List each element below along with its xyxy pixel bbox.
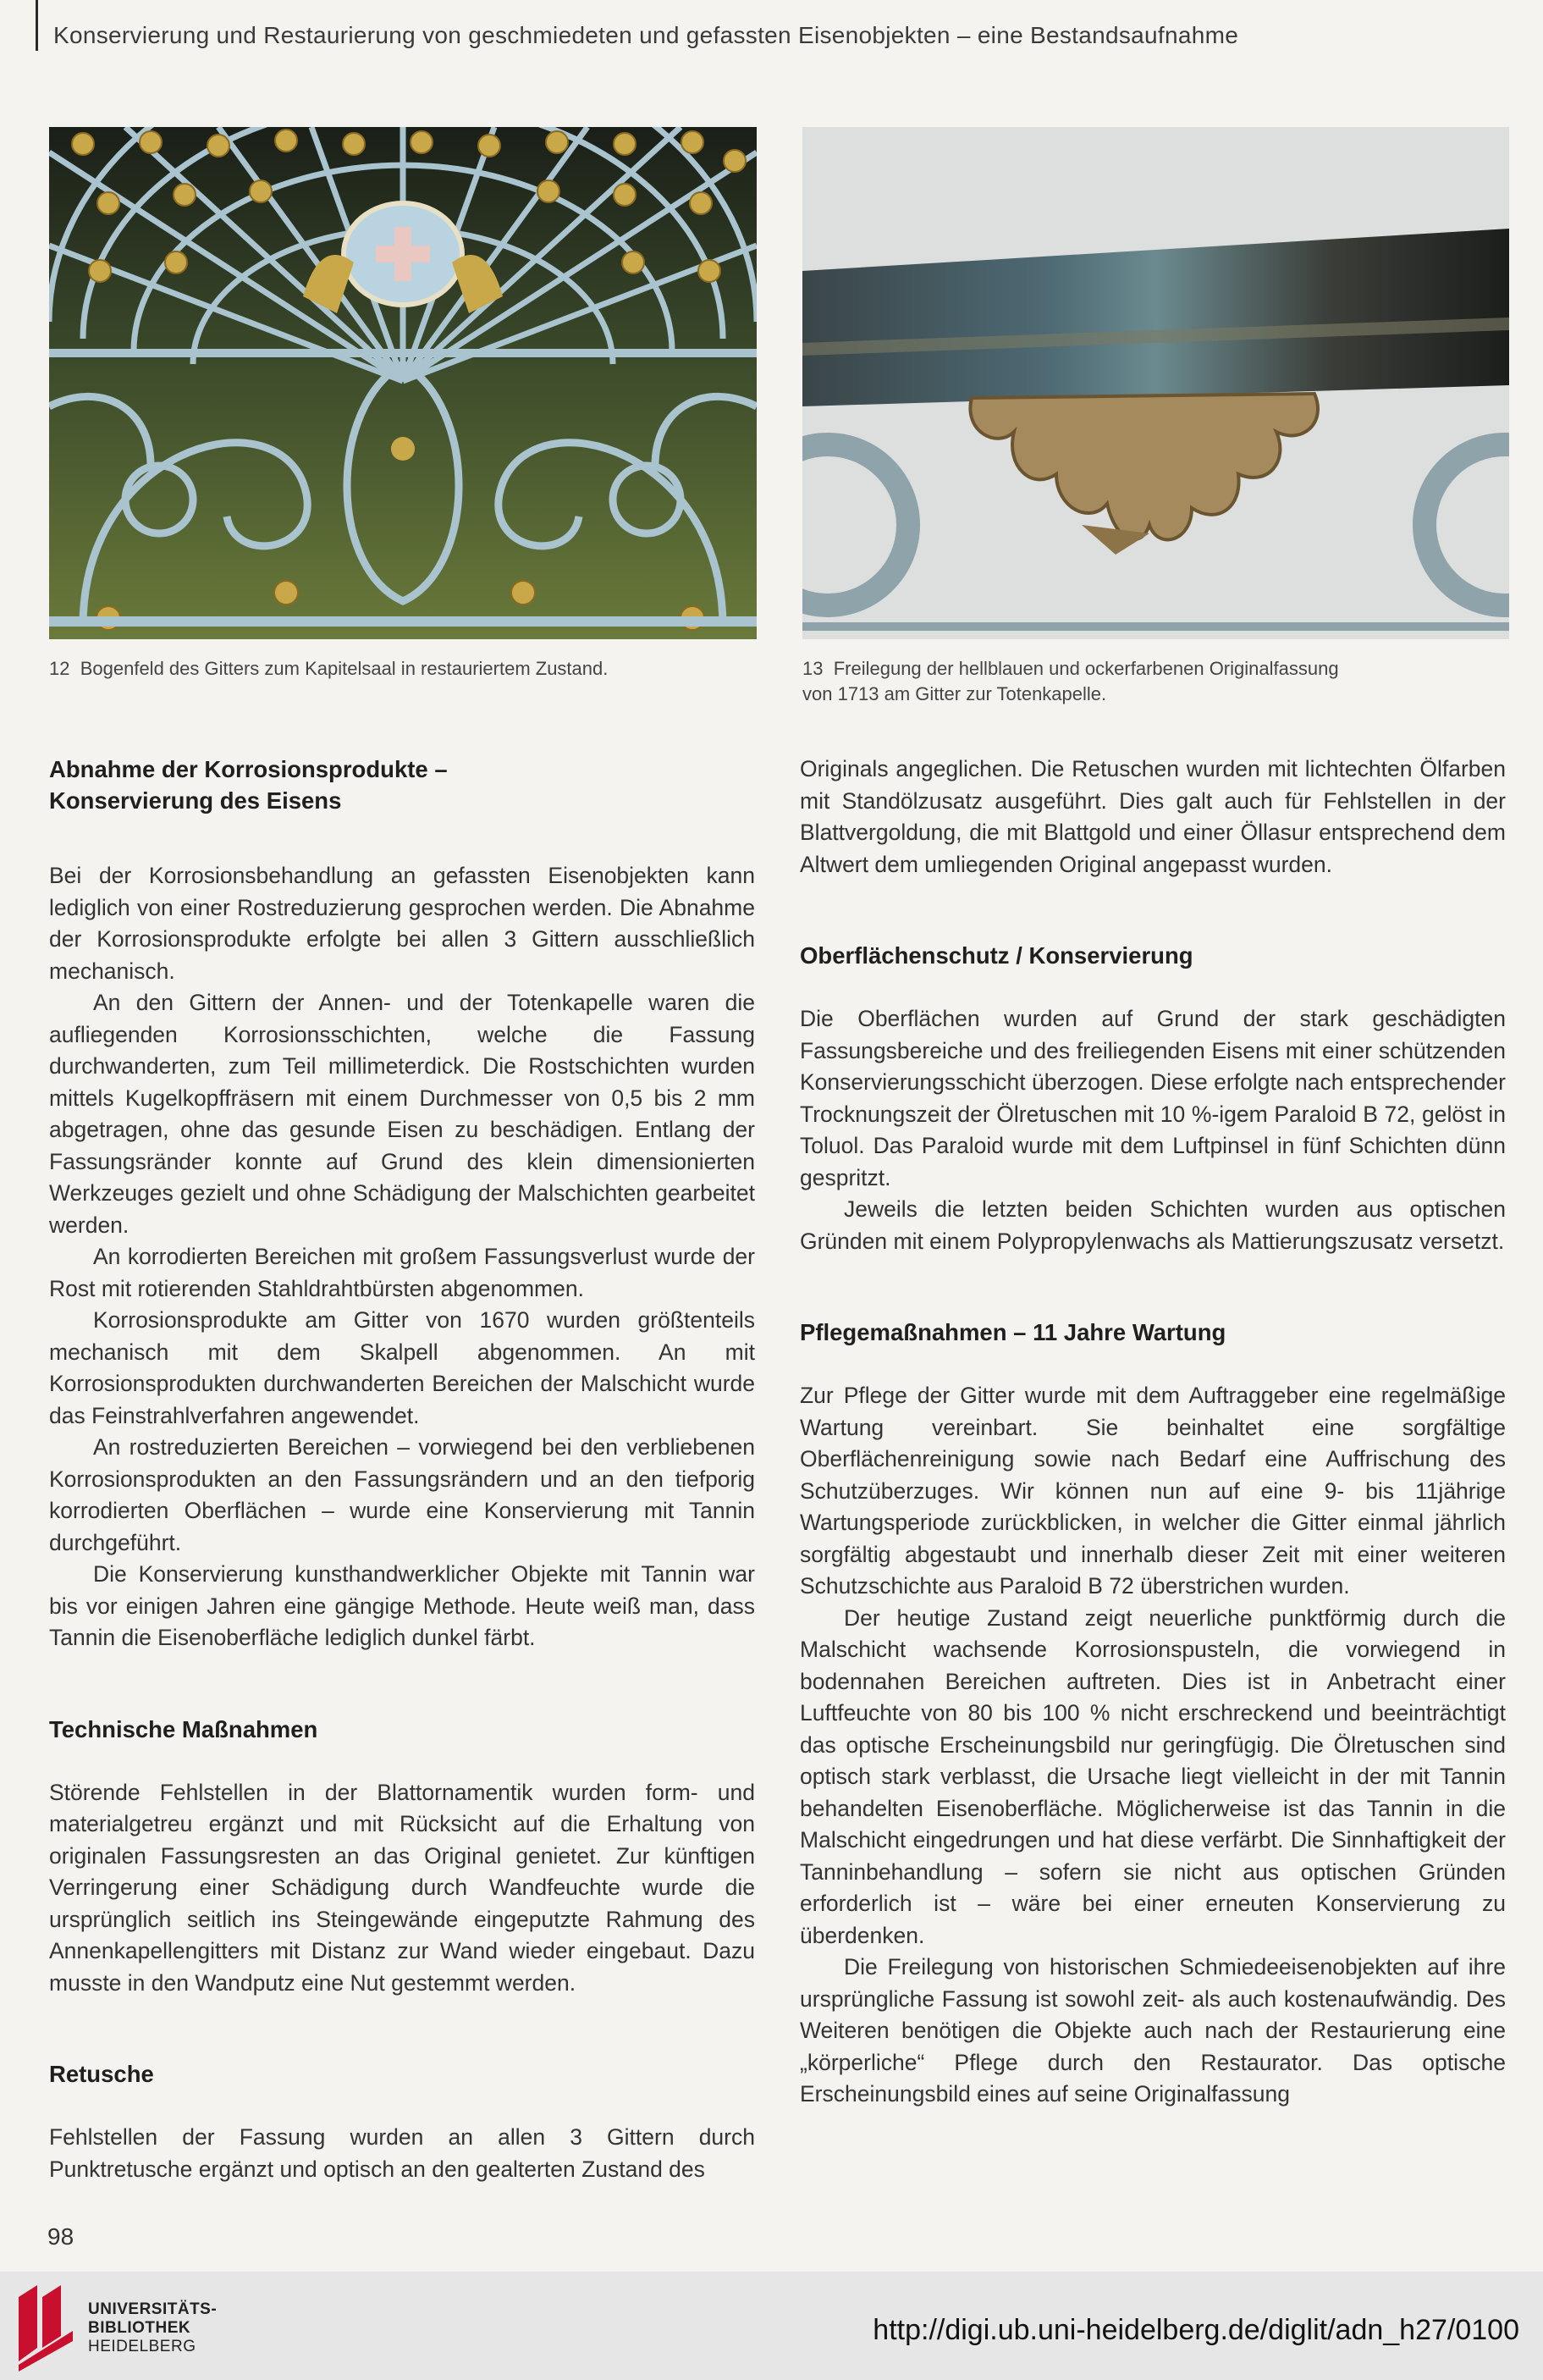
figure-caption-text: Freilegung der hellblauen und ockerfarbenen Originalfassung [833,658,1339,679]
running-header [36,0,1508,51]
source-url-link[interactable]: http://digi.ub.uni-heidelberg.de/diglit/adn_h27/0100 [873,2314,1519,2346]
paragraph: Originals angeglichen. Die Retuschen wurden mit lichtechten Ölfarben mit Standölzusatz ausgeführt. Dies galt auch für Fehlstellen in der Blattvergoldung, die mit Blattgold und einer Öllasur entsprechend dem Altwert dem umliegenden Original angepasst wurden. [800,756,1506,877]
section-heading: Oberflächenschutz / Konservierung [800,942,1193,969]
gate-lunette-image [49,127,757,639]
figure-13-photo [802,127,1509,639]
paragraph: An den Gittern der Annen- und der Totenkapelle waren die aufliegenden Korrosionsschichten, welche die Fassung durchwanderten, zum Teil millimeterdick. Die Rostschichten wurden mittels Kugelkopffräsern mit einem Durchmesser von 0,5 bis 2 mm abgetragen, ohne das gesunde Eisen zu beschädigen. Entlang der Fassungsränder konnte auf Grund des klein dimensionierten Werkzeuges gezielt und ohne Schädigung der Malschichten gearbeitet werden. [49,990,755,1238]
library-name: UNIVERSITÄTS- BIBLIOTHEK HEIDELBERG [88,2300,218,2355]
left-column [49,754,755,2185]
section-heading: Pflegemaßnahmen – 11 Jahre Wartung [800,1319,1226,1345]
university-library-logo-icon [12,2280,80,2372]
paragraph: Die Freilegung von historischen Schmiedeeisenobjekten auf ihre ursprüngliche Fassung ist sowohl zeit- als auch kostenaufwändig. Des Weiteren benötigen die Objekte auch nach der Restaurierung eine „körperliche“ Pflege durch den Restaurator. Das optische Erscheinungsbild eines auf seine Originalfassung [800,1954,1506,2107]
figure-13-caption [802,656,1339,707]
right-column [800,754,1506,2111]
paragraph: Störende Fehlstellen in der Blattornamentik wurden form- und materialgetreu ergänzt und mit Rücksicht auf die Erhaltung von originalen Fassungsresten an das Original genietet. Zur künftigen Verringerung einer Schädigung durch Wandfeuchte wurde die ursprünglich seitlich ins Steingewände eingeputzte Rahmung des Annenkapellengitters mit Distanz zur Wand wieder eingebaut. Dazu musste in den Wandputz eine Nut gestemmt werden. [49,1779,755,1996]
figure-12-caption [49,656,608,682]
section-heading: Abnahme der Korrosionsprodukte – Konservierung des Eisens [49,756,448,814]
paint-layer-detail-image [802,127,1509,639]
figure-caption-text: Bogenfeld des Gitters zum Kapitelsaal in restauriertem Zustand. [80,658,609,679]
digitization-footer [0,2272,1543,2380]
paragraph: Korrosionsprodukte am Gitter von 1670 wurden größtenteils mechanisch mit dem Skalpell abgenommen. An mit Korrosionsprodukten durchwanderten Bereichen der Malschicht wurde das Feinstrahlverfahren angewendet. [49,1307,755,1428]
paragraph: An korrodierten Bereichen mit großem Fassungsverlust wurde der Rost mit rotierenden Stahldrahtbürsten abgenommen. [49,1244,755,1301]
running-title: Konservierung und Restaurierung von geschmiedeten und gefassten Eisenobjekten – eine Bestandsaufnahme [53,22,1239,48]
figure-caption-text: von 1713 am Gitter zur Totenkapelle. [802,683,1107,704]
paragraph: Fehlstellen der Fassung wurden an allen 3 Gittern durch Punktretusche ergänzt und optisch an den gealterten Zustand des [49,2124,755,2182]
paragraph: Der heutige Zustand zeigt neuerliche punktförmig durch die Malschicht wachsende Korrosionspusteln, die vorwiegend in bodennahen Bereichen auftreten. Dies ist in Anbetracht einer Luftfeuchte von 80 bis 100 % nicht erschreckend und beeinträchtigt das optische Erscheinungsbild nur geringfügig. Die Ölretuschen sind optisch stark verblasst, die Ursache liegt vielleicht in der mit Tannin behandelten Eisenoberfläche. Möglicherweise ist das Tannin in die Malschicht eingedrungen und hat diese verfärbt. Die Sinnhaftigkeit der Tanninbehandlung – sofern sie nicht aus optischen Gründen erforderlich ist – wäre bei einer erneuten Konservierung zu überdenken. [800,1604,1506,1948]
section-heading: Retusche [49,2061,154,2087]
figure-12-photo [49,127,757,639]
paragraph: Jeweils die letzten beiden Schichten wurden aus optischen Gründen mit einem Polypropylenwachs als Mattierungszusatz versetzt. [800,1196,1506,1254]
paragraph: Die Konservierung kunsthandwerklicher Objekte mit Tannin war bis vor einigen Jahren eine gängige Methode. Heute weiß man, dass Tannin die Eisenoberfläche lediglich dunkel färbt. [49,1561,755,1650]
page-number: 98 [47,2223,74,2250]
figure-number: 12 [49,658,70,679]
section-heading: Technische Maßnahmen [49,1715,318,1742]
paragraph: Zur Pflege der Gitter wurde mit dem Auftraggeber eine regelmäßige Wartung vereinbart. Sie beinhaltet eine sorgfältige Oberflächenreinigung sowie nach Bedarf eine Auffrischung des Schutzüberzuges. Wir können nun auf eine 9- bis 11jährige Wartungsperiode zurückblicken, in welcher die Gitter einmal jährlich sorgfältig abgestaubt und innerhalb dieser Zeit mit einer weiteren Schutzschichte aus Paraloid B 72 überstrichen wurden. [800,1383,1506,1599]
paragraph: Bei der Korrosionsbehandlung an gefassten Eisenobjekten kann lediglich von einer Rostreduzierung gesprochen werden. Die Abnahme der Korrosionsprodukte erfolgte bei allen 3 Gittern ausschließlich mechanisch. [49,863,755,984]
paragraph: Die Oberflächen wurden auf Grund der stark geschädigten Fassungsbereiche und des freiliegenden Eisens mit einer schützenden Konservierungsschicht überzogen. Diese erfolgte nach entsprechender Trocknungszeit der Ölretuschen mit 10 %-igem Paraloid B 72, gelöst in Toluol. Das Paraloid wurde mit dem Luftpinsel in fünf Schichten dünn gespritzt. [800,1006,1506,1190]
paragraph: An rostreduzierten Bereichen – vorwiegend bei den verbliebenen Korrosionsprodukten an den Fassungsrändern und an den tiefporig korrodierten Oberflächen – wurde eine Konservierung mit Tannin durchgeführt. [49,1434,755,1555]
figure-number: 13 [802,658,824,679]
